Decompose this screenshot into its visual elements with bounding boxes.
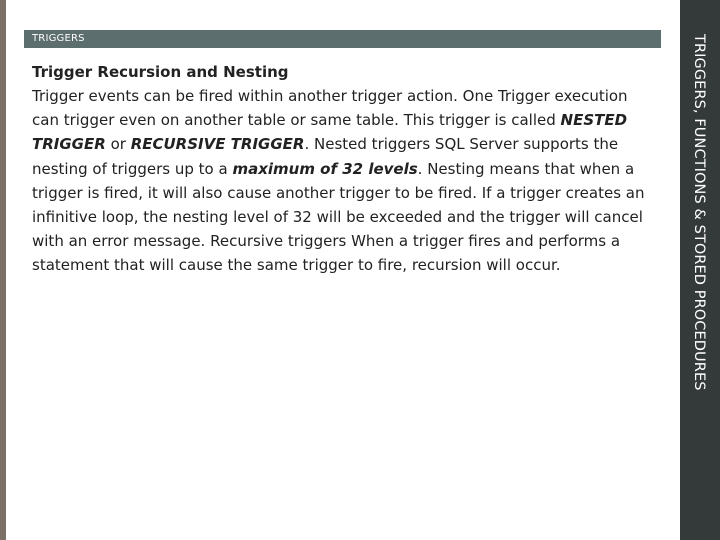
slide-paragraph — [32, 84, 654, 278]
paragraph-text-1: Trigger events can be fired within another trigger action. One Trigger execution can trigger even on another table or same table. This trigger is called — [32, 87, 628, 130]
slide-content — [32, 60, 654, 278]
emphasis-maximum-levels: maximum of 32 levels — [232, 159, 418, 178]
emphasis-nested-trigger: NESTED TRIGGER — [32, 111, 628, 154]
section-label: TRIGGERS — [32, 33, 85, 44]
side-title: TRIGGERS, FUNCTIONS & STORED PROCEDURES — [691, 34, 707, 391]
paragraph-text-4: . Nesting means that when a trigger is fired, it will also cause another trigger to be fired. If a trigger creates an infinitive loop, the nesting level of 32 will be exceeded and the trigger will cancel with an error message. Recursive triggers When a trigger fires and performs a statement that will cause the same trigger to fire, recursion will occur. — [32, 159, 645, 275]
emphasis-recursive-trigger: RECURSIVE TRIGGER — [130, 135, 305, 154]
header-bar — [24, 30, 661, 48]
paragraph-text-3: . Nested triggers SQL Server supports the nesting of triggers up to a — [32, 135, 619, 178]
left-edge-strip — [0, 0, 6, 540]
slide-heading: Trigger Recursion and Nesting — [32, 63, 289, 81]
paragraph-text-2: or — [105, 135, 131, 154]
